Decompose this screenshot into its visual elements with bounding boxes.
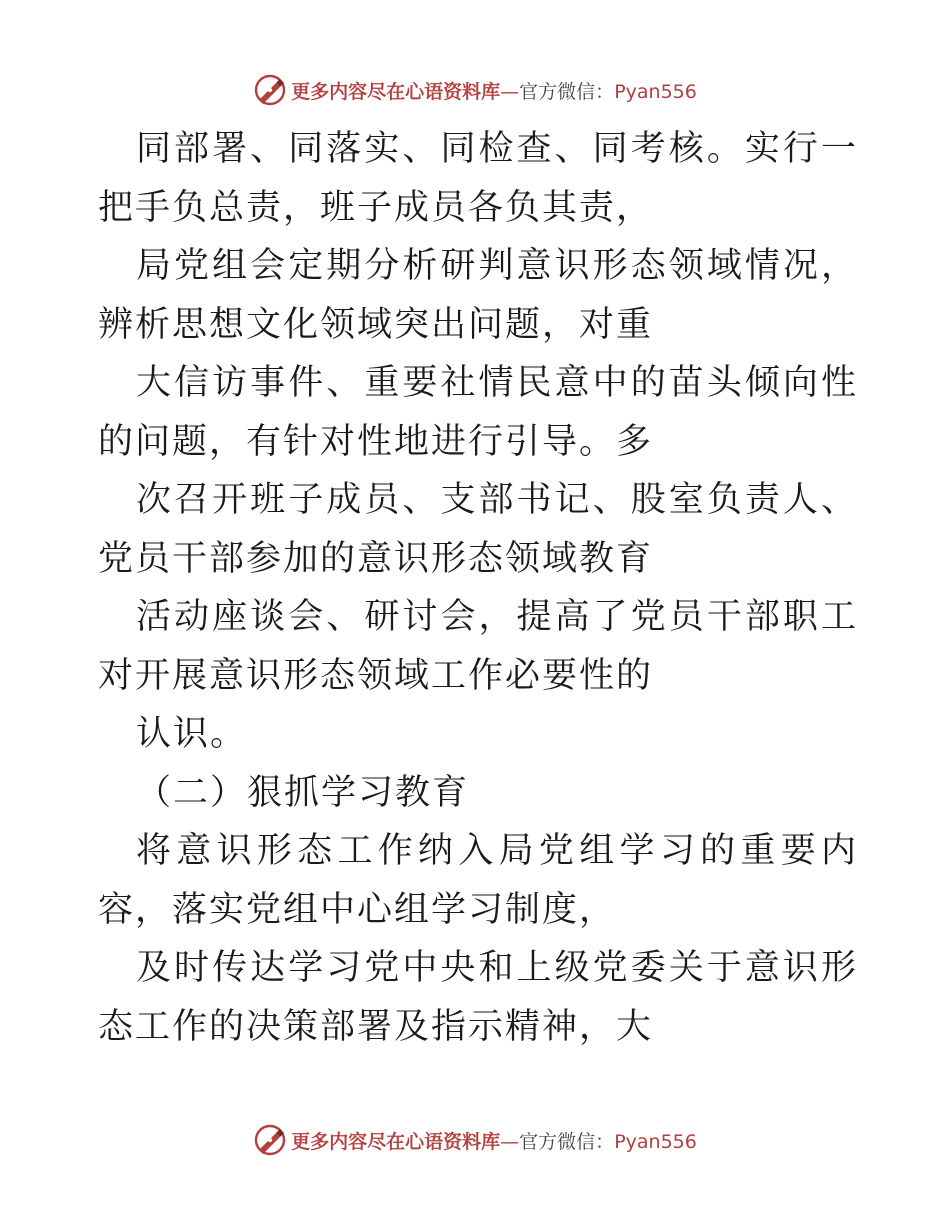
pen-circle-logo-icon — [253, 73, 287, 107]
paragraph-2: 局党组会定期分析研判意识形态领域情况，辨析思想文化领域突出问题，对重 — [98, 246, 858, 345]
paragraph-1: 同部署、同落实、同检查、同考核。实行一把手负总责，班子成员各负其责， — [98, 129, 858, 228]
footer-watermark — [0, 1120, 950, 1160]
document-body — [98, 120, 858, 1056]
watermark-separator: — — [500, 80, 520, 103]
section-heading: （二）狠抓学习教育 — [136, 772, 470, 813]
watermark-wechat-id: Pyan556 — [614, 80, 697, 103]
paragraph-6: 认识。 — [136, 714, 248, 754]
watermark-site-name: 更多内容尽在心语资料库 — [291, 80, 501, 103]
pen-circle-logo-icon — [253, 1123, 287, 1157]
paragraph-3: 大信访事件、重要社情民意中的苗头倾向性的问题，有针对性地进行引导。多 — [98, 363, 858, 462]
paragraph-5: 活动座谈会、研讨会，提高了党员干部职工对开展意识形态领域工作必要性的 — [98, 597, 858, 696]
watermark-site-name: 更多内容尽在心语资料库 — [291, 1130, 501, 1153]
paragraph-8: 及时传达学习党中央和上级党委关于意识形态工作的决策部署及指示精神，大 — [98, 948, 858, 1047]
paragraph-4: 次召开班子成员、支部书记、股室负责人、党员干部参加的意识形态领域教育 — [98, 480, 858, 579]
watermark-wechat-id: Pyan556 — [614, 1130, 697, 1153]
watermark-wechat-label: 官方微信： — [519, 80, 615, 103]
paragraph-7: 将意识形态工作纳入局党组学习的重要内容，落实党组中心组学习制度， — [98, 831, 858, 930]
header-watermark — [0, 70, 950, 110]
watermark-separator: — — [500, 1130, 520, 1153]
watermark-wechat-label: 官方微信： — [519, 1130, 615, 1153]
